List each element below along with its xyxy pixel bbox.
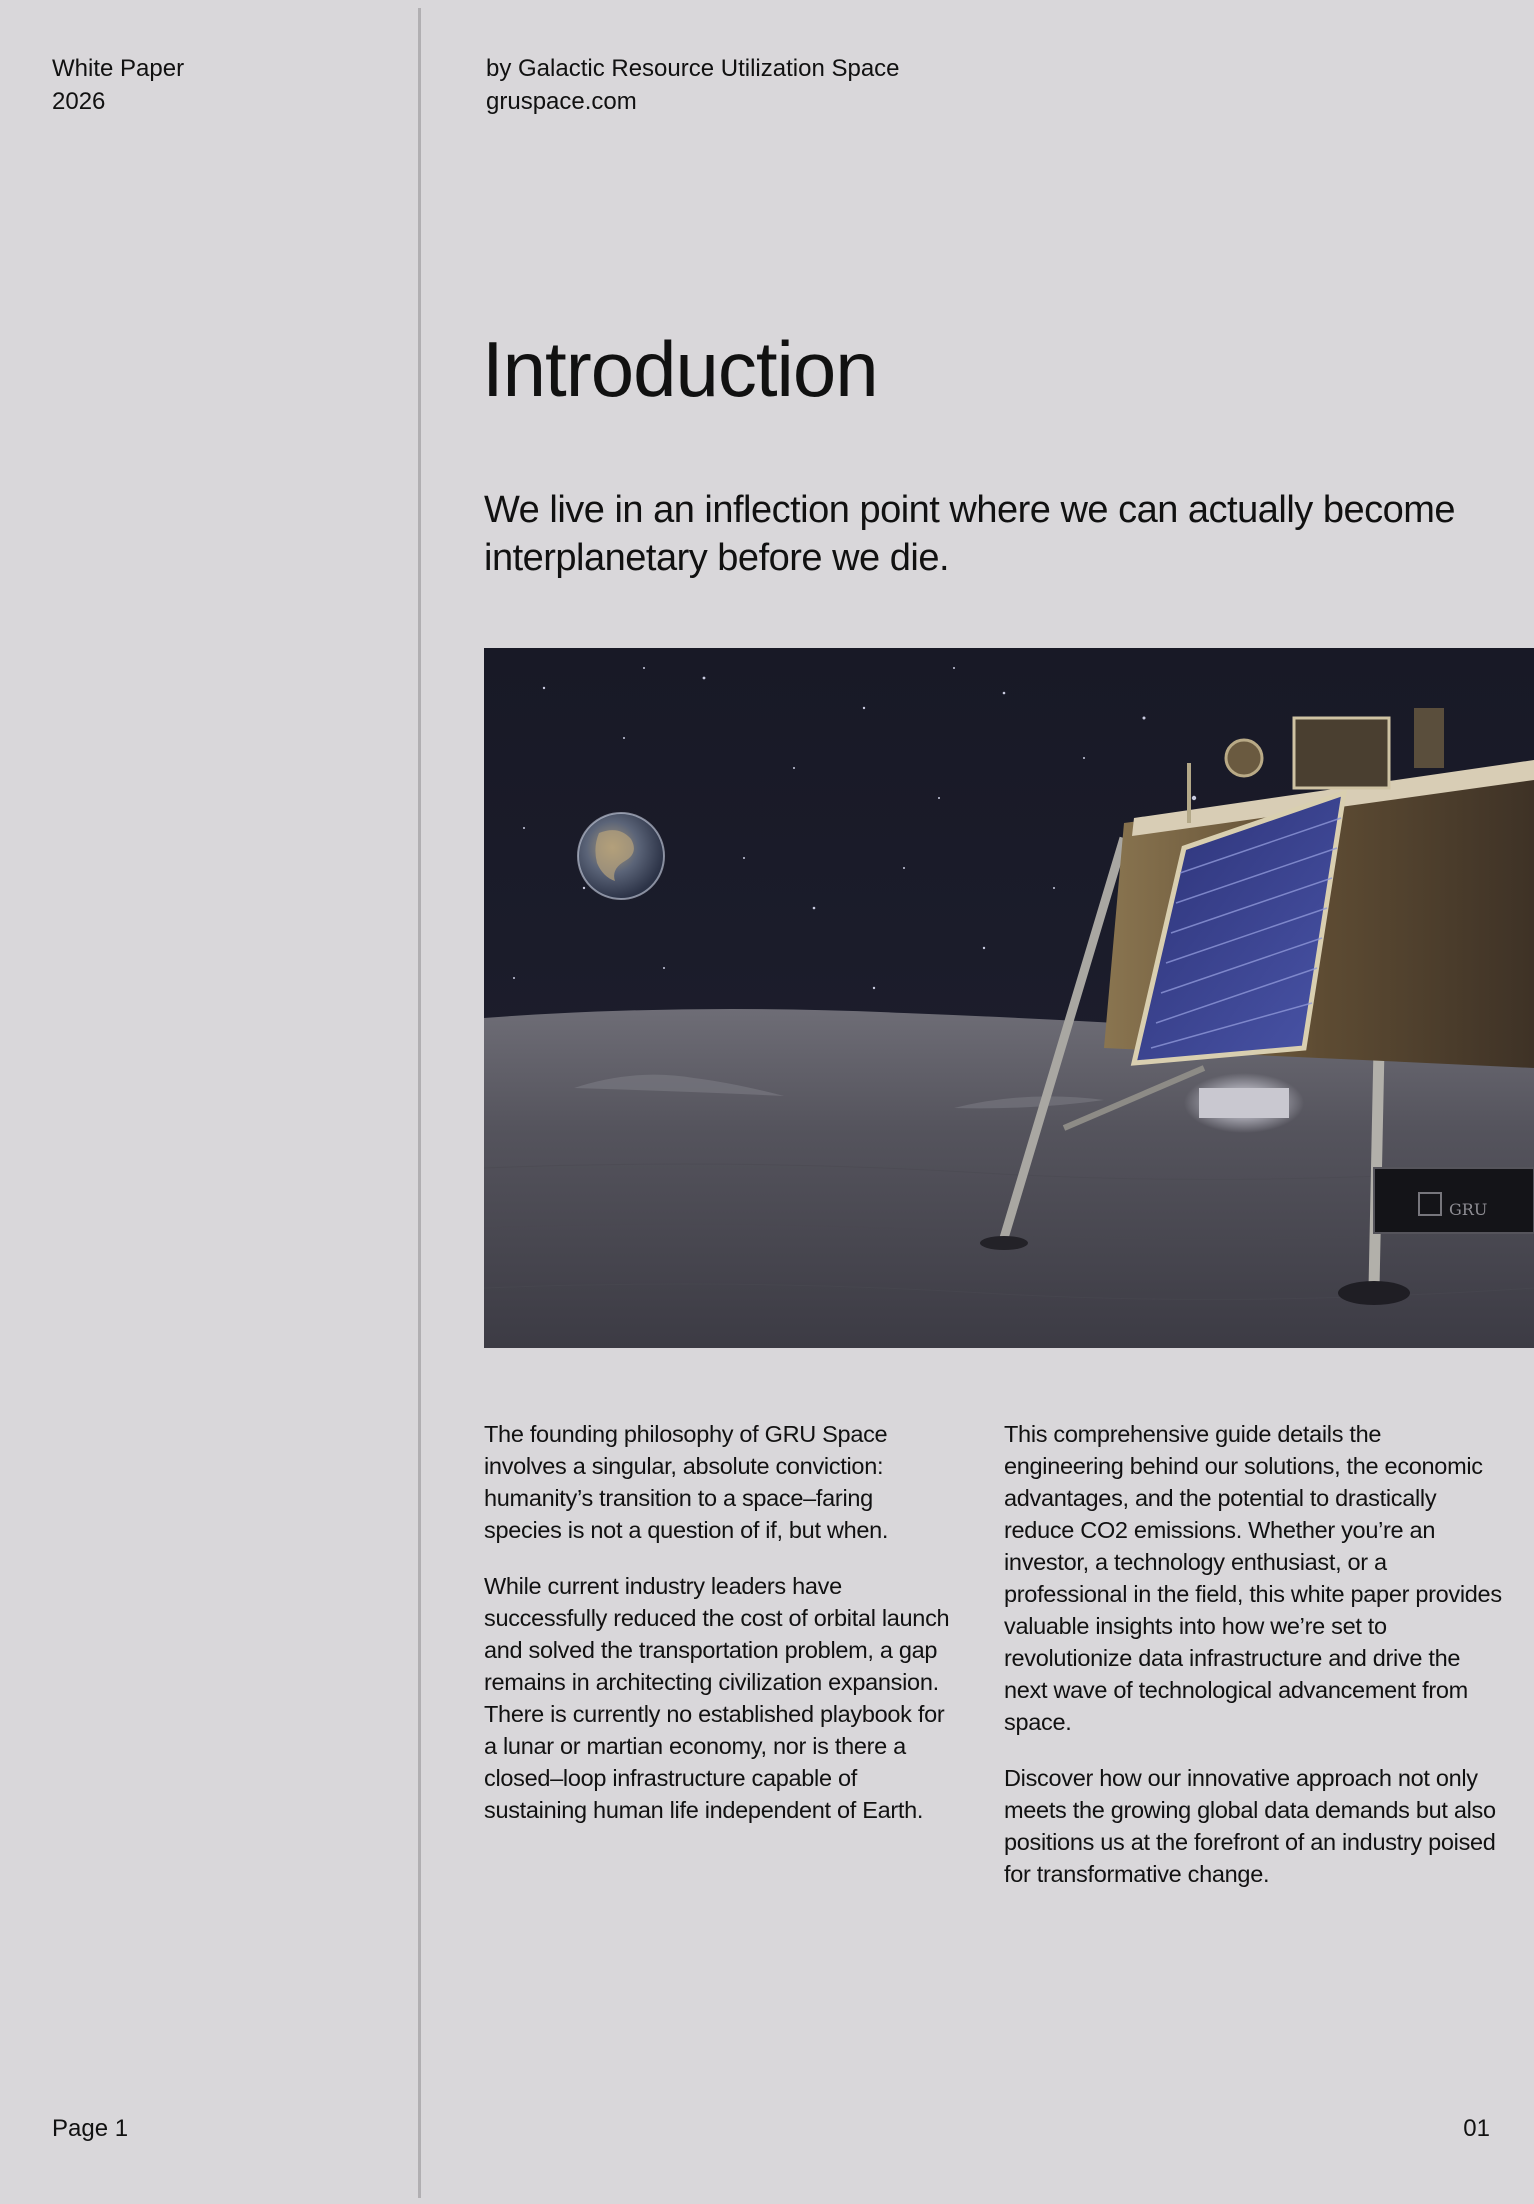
paragraph: Discover how our innovative approach not only meets the growing global data demands but also positions us at the forefront of an industry poised for transformative change. bbox=[1004, 1765, 1496, 1887]
earth-icon bbox=[578, 813, 664, 899]
website-link[interactable]: gruspace.com bbox=[486, 88, 637, 115]
body-column-right bbox=[1004, 1418, 1504, 1914]
crate-label: GRU bbox=[1449, 1200, 1488, 1219]
paragraph: The founding philosophy of GRU Space involves a singular, absolute conviction: humanity’s transition to a space–faring species is not a question of if, but when. bbox=[484, 1421, 889, 1543]
page-number: 01 bbox=[1463, 2115, 1490, 2142]
lede-text: We live in an inflection point where we can actually become interplanetary before we die. bbox=[484, 489, 1456, 579]
page-title: Introduction bbox=[482, 325, 878, 413]
paragraph: This comprehensive guide details the engineering behind our solutions, the economic advantages, and the potential to drastically reduce CO2 emissions. Whether you’re an investor, a technology enthusiast, or a professional in the field, this white paper provides valuable insights into how we’re set to revolutionize data infrastructure and drive the next wave of technological advancement from space. bbox=[1004, 1421, 1502, 1735]
doc-year: 2026 bbox=[52, 88, 106, 115]
page-label: Page 1 bbox=[52, 2115, 129, 2142]
publisher-meta bbox=[486, 52, 900, 118]
body-column-left bbox=[484, 1418, 954, 1850]
vertical-divider bbox=[418, 8, 421, 2198]
doc-meta bbox=[52, 52, 184, 118]
lunar-lander-illustration bbox=[484, 648, 1534, 1348]
hero-image bbox=[484, 648, 1534, 1348]
author-line: by Galactic Resource Utilization Space bbox=[486, 55, 900, 82]
doc-type: White Paper bbox=[52, 55, 185, 82]
paragraph: While current industry leaders have successfully reduced the cost of orbital launch and solved the transportation problem, a gap remains in architecting civilization expansion. There is currently no established playbook for a lunar or martian economy, nor is there a closed–loop infrastructure capable of sustaining human life independent of Earth. bbox=[484, 1573, 950, 1823]
